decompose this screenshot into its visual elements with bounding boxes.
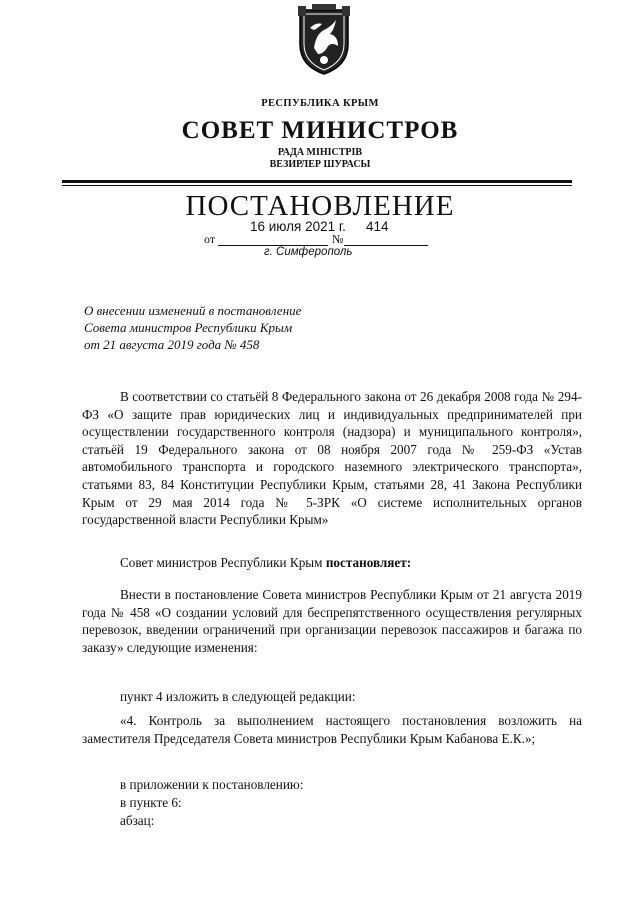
republic-heading: РЕСПУБЛИКА КРЫМ — [261, 98, 379, 109]
subject-line: Совета министров Республики Крым — [84, 320, 293, 335]
council-heading: СОВЕТ МИНИСТРОВ — [181, 117, 459, 144]
document-date: 16 июля 2021 г. — [250, 219, 346, 234]
date-label: от — [204, 232, 216, 246]
clause-intro: пункт 4 изложить в следующей редакции: — [120, 689, 356, 704]
header-divider-thick — [62, 180, 572, 183]
document-subject — [84, 302, 301, 353]
clause-text: «4. Контроль за выполнением настоящего постановления возложить на заместителя Председателя Совета министров Республики Крым Кабанова Е.К.»; — [82, 713, 582, 746]
amendment-text: Внести в постановление Совета министров Республики Крым от 21 августа 2019 года № 458 «О создании условий для беспрепятственного осуществления регулярных перевозок, введении ограничений при организации перевозок пассажиров и багажа по заказу» следующие изменения: — [82, 587, 582, 655]
clause-text-paragraph — [82, 712, 582, 747]
resolution-verb: постановляет: — [325, 555, 412, 570]
resolution-paragraph — [82, 554, 582, 572]
preamble-paragraph — [82, 388, 582, 529]
document-number: 414 — [366, 219, 389, 234]
rada-heading: РАДА МІНІСТРІВ — [277, 147, 363, 158]
amendment-paragraph — [82, 586, 582, 656]
header-divider-thin — [62, 185, 572, 186]
paragraph-label: абзац: — [120, 813, 155, 828]
subject-line: от 21 августа 2019 года № 458 — [84, 337, 260, 352]
city-label: г. Симферополь — [264, 246, 353, 258]
subject-line: О внесении изменений в постановление — [84, 303, 302, 318]
point-label: в пункте 6: — [120, 795, 182, 810]
appendix-intro: в приложении к постановлению: — [120, 777, 304, 792]
preamble-text: В соответствии со статьёй 8 Федерального закона от 26 декабря 2008 года № 294-ФЗ «О защите прав юридических лиц и индивидуальных предпринимателей при осуществлении государственного контроля (надзора) и муниципального контроля», статьёй 19 Федерального закона от 08 ноября 2007 года № 259-ФЗ «Устав автомобильного транспорта и городского наземного электрического транспорта», статьями 83, 84 Конституции Республики Крым, статьями 28, 41 Закона Республики Крым от 29 мая 2014 года № 5-ЗРК «О системе исполнительных органов государственной власти Республики Крым» — [82, 389, 582, 528]
resolution-text: Совет министров Республики Крым — [120, 555, 326, 570]
crimea-coat-of-arms-emblem — [294, 4, 354, 76]
document-type-title: ПОСТАНОВЛЕНИЕ — [185, 190, 455, 222]
vezirler-heading: ВЕЗИРЛЕР ШУРАСЫ — [269, 159, 371, 170]
number-underline — [344, 245, 428, 246]
number-label: № — [332, 232, 344, 246]
